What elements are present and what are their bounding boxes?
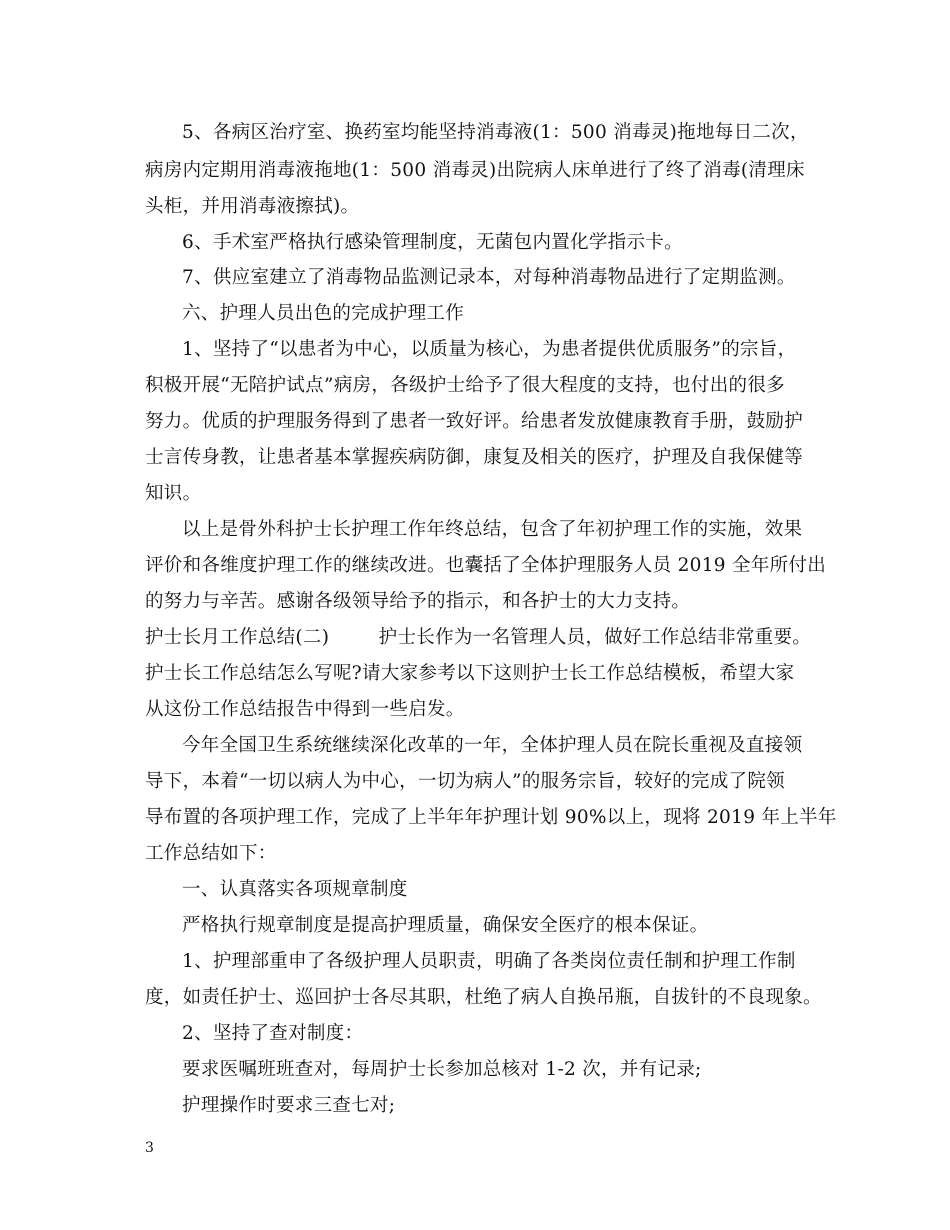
paragraph-line: 7、供应室建立了消毒物品监测记录本，对每种消毒物品进行了定期监测。 (182, 267, 796, 288)
paragraph-line: 积极开展“无陪护试点”病房，各级护士给予了很大程度的支持，也付出的很多 (145, 375, 785, 396)
paragraph-line: 知识。 (145, 483, 202, 504)
paragraph-line: 今年全国卫生系统继续深化改革的一年，全体护理人员在院长重视及直接领 (182, 735, 803, 756)
section-heading: 一、认真落实各项规章制度 (182, 879, 408, 900)
paragraph-line: 的努力与辛苦。感谢各级领导给予的指示，和各护士的大力支持。 (145, 591, 691, 612)
paragraph-line: 从这份工作总结报告中得到一些启发。 (145, 699, 465, 720)
paragraph-line: 导下，本着“一切以病人为中心，一切为病人”的服务宗旨，较好的完成了院领 (145, 771, 785, 792)
paragraph-line: 5、各病区治疗室、换药室均能坚持消毒液(1：500 消毒灵)拖地每日二次， (182, 122, 809, 143)
paragraph-line: 头柜，并用消毒液擦拭)。 (145, 196, 360, 217)
paragraph-line: 1、护理部重申了各级护理人员职责，明确了各类岗位责任制和护理工作制 (182, 951, 796, 972)
paragraph-line: 导布置的各项护理工作，完成了上半年年护理计划 90%以上，现将 2019 年上半年 (145, 807, 837, 828)
page-number: 3 (145, 1140, 154, 1156)
section-heading: 六、护理人员出色的完成护理工作 (182, 303, 465, 324)
paragraph-line: 度，如责任护士、巡回护士各尽其职，杜绝了病人自换吊瓶，自拔针的不良现象。 (145, 987, 822, 1008)
paragraph-line: 护理操作时要求三查七对; (182, 1095, 396, 1116)
paragraph-line: 以上是骨外科护士长护理工作年终总结，包含了年初护理工作的实施，效果 (182, 519, 803, 540)
paragraph-line: 6、手术室严格执行感染管理制度，无菌包内置化学指示卡。 (182, 232, 683, 253)
paragraph-line: 严格执行规章制度是提高护理质量，确保安全医疗的根本保证。 (182, 915, 709, 936)
paragraph-line: 护士长工作总结怎么写呢?请大家参考以下这则护士长工作总结模板，希望大家 (145, 663, 795, 684)
paragraph-line: 士言传身教，让患者基本掌握疾病防御，康复及相关的医疗，护理及自我保健等 (145, 447, 804, 468)
paragraph-line: 要求医嘱班班查对，每周护士长参加总核对 1-2 次，并有记录; (182, 1059, 702, 1080)
paragraph-line: 病房内定期用消毒液拖地(1：500 消毒灵)出院病人床单进行了终了消毒(清理床 (145, 160, 805, 181)
paragraph-line: 工作总结如下： (145, 843, 277, 864)
section-title-line: 护士长月工作总结(二) 护士长作为一名管理人员，做好工作总结非常重要。 (145, 627, 812, 648)
paragraph-line: 评价和各维度护理工作的继续改进。也囊括了全体护理服务人员 2019 全年所付出 (145, 555, 827, 576)
paragraph-line: 1、坚持了“以患者为中心，以质量为核心，为患者提供优质服务”的宗旨， (182, 339, 797, 360)
paragraph-line: 努力。优质的护理服务得到了患者一致好评。给患者发放健康教育手册，鼓励护 (145, 411, 804, 432)
paragraph-line: 2、坚持了查对制度： (182, 1023, 364, 1044)
